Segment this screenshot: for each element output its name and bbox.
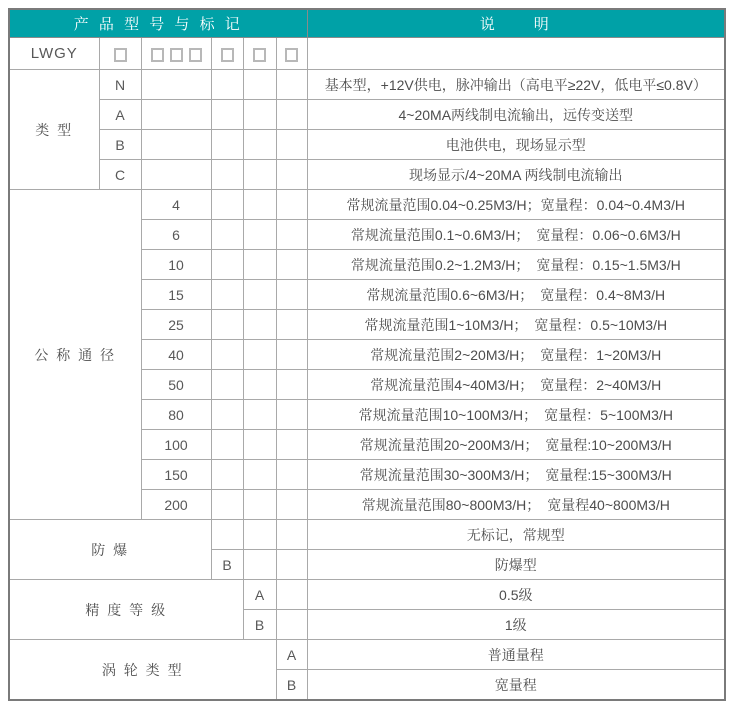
model-code: LWGY xyxy=(9,38,99,70)
nominal-diameter-code-cell: 15 xyxy=(141,280,211,310)
type-code-cell: C xyxy=(99,160,141,190)
turbine-type-description: 宽量程 xyxy=(307,670,725,701)
empty-cell xyxy=(276,460,307,490)
empty-cell xyxy=(211,70,243,100)
explosion-proof-description: 无标记，常规型 xyxy=(307,520,725,550)
empty-cell xyxy=(243,340,276,370)
empty-cell xyxy=(141,130,211,160)
empty-cell xyxy=(243,280,276,310)
empty-cell xyxy=(211,250,243,280)
header-product-model-and-marking: 产 品 型 号 与 标 记 xyxy=(9,9,307,38)
empty-cell xyxy=(243,190,276,220)
empty-cell xyxy=(243,100,276,130)
empty-cell xyxy=(243,520,276,550)
empty-cell xyxy=(276,160,307,190)
nominal-diameter-description: 常规流量范围0.1~0.6M3/H； 宽量程：0.06~0.6M3/H xyxy=(307,220,725,250)
explosion-proof-description: 防爆型 xyxy=(307,550,725,580)
type-code-cell: A xyxy=(99,100,141,130)
empty-cell xyxy=(211,280,243,310)
accuracy-class-row xyxy=(9,580,725,610)
empty-cell xyxy=(276,580,307,610)
empty-cell xyxy=(276,400,307,430)
model-placeholder-cell xyxy=(243,38,276,70)
empty-cell xyxy=(243,130,276,160)
empty-cell xyxy=(141,70,211,100)
empty-description-cell xyxy=(307,38,725,70)
type-description: 现场显示/4~20MA 两线制电流输出 xyxy=(307,160,725,190)
empty-cell xyxy=(211,310,243,340)
model-placeholder-cell xyxy=(211,38,243,70)
empty-cell xyxy=(243,70,276,100)
turbine-type-code-cell: B xyxy=(276,670,307,701)
nominal-diameter-code-cell: 40 xyxy=(141,340,211,370)
empty-cell xyxy=(243,400,276,430)
checkbox-placeholder-icon xyxy=(170,48,183,62)
empty-cell xyxy=(276,520,307,550)
empty-cell xyxy=(276,490,307,520)
empty-cell xyxy=(211,130,243,160)
turbine-type-row xyxy=(9,640,725,670)
checkbox-placeholder-icon xyxy=(253,48,266,62)
nominal-diameter-code-cell: 6 xyxy=(141,220,211,250)
empty-cell xyxy=(276,340,307,370)
section-label-nominal-diameter: 公 称 通 径 xyxy=(9,190,141,520)
empty-cell xyxy=(243,220,276,250)
nominal-diameter-row xyxy=(9,190,725,220)
nominal-diameter-description: 常规流量范围10~100M3/H； 宽量程：5~100M3/H xyxy=(307,400,725,430)
model-placeholder-cell xyxy=(141,38,211,70)
empty-cell xyxy=(243,430,276,460)
section-label-explosion-proof: 防 爆 xyxy=(9,520,211,580)
type-description: 电池供电，现场显示型 xyxy=(307,130,725,160)
empty-cell xyxy=(211,370,243,400)
nominal-diameter-description: 常规流量范围80~800M3/H； 宽量程40~800M3/H xyxy=(307,490,725,520)
type-row xyxy=(9,70,725,100)
empty-cell xyxy=(141,160,211,190)
model-row xyxy=(9,38,725,70)
accuracy-class-description: 0.5级 xyxy=(307,580,725,610)
nominal-diameter-description: 常规流量范围0.04~0.25M3/H；宽量程：0.04~0.4M3/H xyxy=(307,190,725,220)
empty-cell xyxy=(141,100,211,130)
turbine-type-description: 普通量程 xyxy=(307,640,725,670)
explosion-proof-code-cell xyxy=(211,520,243,550)
checkbox-placeholder-icon xyxy=(221,48,234,62)
type-code-cell: N xyxy=(99,70,141,100)
checkbox-placeholder-icon xyxy=(114,48,127,62)
checkbox-placeholder-icon xyxy=(151,48,164,62)
nominal-diameter-code-cell: 25 xyxy=(141,310,211,340)
empty-cell xyxy=(276,370,307,400)
table-header-row xyxy=(9,9,725,38)
empty-cell xyxy=(243,460,276,490)
spec-table xyxy=(8,8,726,701)
section-label-type: 类 型 xyxy=(9,70,99,190)
nominal-diameter-code-cell: 4 xyxy=(141,190,211,220)
empty-cell xyxy=(211,160,243,190)
explosion-proof-code-cell: B xyxy=(211,550,243,580)
header-description: 说 明 xyxy=(307,9,725,38)
empty-cell xyxy=(211,220,243,250)
section-label-accuracy-class: 精 度 等 级 xyxy=(9,580,243,640)
empty-cell xyxy=(243,250,276,280)
checkbox-placeholder-icon xyxy=(189,48,202,62)
empty-cell xyxy=(276,310,307,340)
empty-cell xyxy=(276,100,307,130)
type-code-cell: B xyxy=(99,130,141,160)
empty-cell xyxy=(276,550,307,580)
type-row xyxy=(9,160,725,190)
nominal-diameter-code-cell: 150 xyxy=(141,460,211,490)
empty-cell xyxy=(276,610,307,640)
type-description: 基本型，+12V供电，脉冲输出（高电平≥22V，低电平≤0.8V） xyxy=(307,70,725,100)
empty-cell xyxy=(211,460,243,490)
empty-cell xyxy=(276,280,307,310)
empty-cell xyxy=(211,100,243,130)
model-placeholder-cell xyxy=(99,38,141,70)
checkbox-placeholder-icon xyxy=(285,48,298,62)
type-description: 4~20MA两线制电流输出，远传变送型 xyxy=(307,100,725,130)
empty-cell xyxy=(243,160,276,190)
accuracy-class-code-cell: B xyxy=(243,610,276,640)
nominal-diameter-description: 常规流量范围20~200M3/H； 宽量程:10~200M3/H xyxy=(307,430,725,460)
empty-cell xyxy=(211,340,243,370)
nominal-diameter-description: 常规流量范围0.6~6M3/H； 宽量程：0.4~8M3/H xyxy=(307,280,725,310)
nominal-diameter-code-cell: 200 xyxy=(141,490,211,520)
type-row xyxy=(9,130,725,160)
nominal-diameter-code-cell: 50 xyxy=(141,370,211,400)
empty-cell xyxy=(276,130,307,160)
empty-cell xyxy=(276,220,307,250)
nominal-diameter-description: 常规流量范围2~20M3/H； 宽量程：1~20M3/H xyxy=(307,340,725,370)
nominal-diameter-description: 常规流量范围4~40M3/H； 宽量程：2~40M3/H xyxy=(307,370,725,400)
empty-cell xyxy=(276,70,307,100)
accuracy-class-description: 1级 xyxy=(307,610,725,640)
empty-cell xyxy=(211,490,243,520)
section-label-turbine-type: 涡 轮 类 型 xyxy=(9,640,276,701)
type-row xyxy=(9,100,725,130)
explosion-proof-row xyxy=(9,520,725,550)
nominal-diameter-code-cell: 100 xyxy=(141,430,211,460)
nominal-diameter-description: 常规流量范围0.2~1.2M3/H； 宽量程：0.15~1.5M3/H xyxy=(307,250,725,280)
nominal-diameter-code-cell: 80 xyxy=(141,400,211,430)
empty-cell xyxy=(243,370,276,400)
empty-cell xyxy=(243,310,276,340)
accuracy-class-code-cell: A xyxy=(243,580,276,610)
empty-cell xyxy=(243,550,276,580)
model-placeholder-cell xyxy=(276,38,307,70)
nominal-diameter-description: 常规流量范围30~300M3/H； 宽量程:15~300M3/H xyxy=(307,460,725,490)
empty-cell xyxy=(211,190,243,220)
empty-cell xyxy=(211,400,243,430)
nominal-diameter-code-cell: 10 xyxy=(141,250,211,280)
empty-cell xyxy=(276,250,307,280)
empty-cell xyxy=(276,190,307,220)
empty-cell xyxy=(211,430,243,460)
empty-cell xyxy=(243,490,276,520)
nominal-diameter-description: 常规流量范围1~10M3/H； 宽量程：0.5~10M3/H xyxy=(307,310,725,340)
turbine-type-code-cell: A xyxy=(276,640,307,670)
empty-cell xyxy=(276,430,307,460)
